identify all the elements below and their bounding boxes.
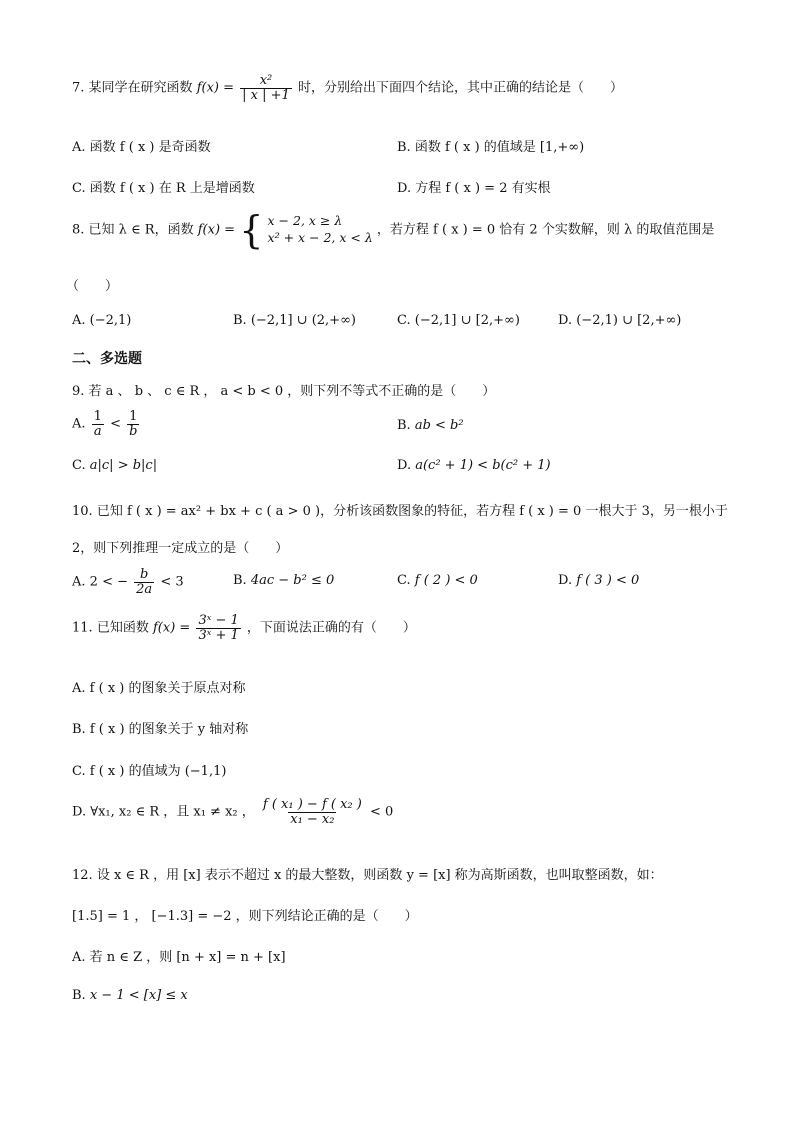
q7-option-a xyxy=(72,136,211,155)
q10-stem-line-2: 2，则下列推理一定成立的是（ ） xyxy=(72,541,289,556)
q11-opt-d-post: < 0 xyxy=(369,804,394,820)
q11-opt-c-label: C. xyxy=(72,764,86,779)
q9-stem xyxy=(72,380,495,399)
q8-func: f(x) = xyxy=(197,222,236,238)
q7-opt-d-label: D. xyxy=(397,181,412,196)
q12-option-b xyxy=(72,988,188,1003)
q7-opt-d-text: 方程 f ( x ) = 2 有实根 xyxy=(415,181,551,196)
q8-opt-d-label: D. xyxy=(558,313,573,328)
q8-option-b xyxy=(233,313,356,328)
q10-opt-a-frac xyxy=(134,568,154,596)
q11-opt-c-text: f ( x ) 的值域为 (−1,1) xyxy=(89,764,227,779)
q7-post: 时，分别给出下面四个结论，其中正确的结论是（ ） xyxy=(297,80,623,96)
q10-opt-b-label: B. xyxy=(233,573,247,588)
q7-stem xyxy=(72,74,623,102)
q11-opt-a-text: f ( x ) 的图象关于原点对称 xyxy=(89,681,246,696)
q11-option-c xyxy=(72,760,226,779)
q10-opt-a-frac-den: 2a xyxy=(136,581,153,597)
q7-opt-c-label: C. xyxy=(72,181,86,196)
q7-frac-den: | x | +1 xyxy=(242,87,290,103)
q9-option-c xyxy=(72,458,157,473)
q8-piecewise xyxy=(268,213,373,247)
q7-option-d xyxy=(397,177,551,196)
q11-pre: 已知函数 xyxy=(96,620,149,636)
q12-line-1: 设 x ∈ R ，用 [x] 表示不超过 x 的最大整数，则函数 y = [x] 称为高斯函数，也叫取整函数，如： xyxy=(96,868,663,883)
q12-option-a xyxy=(72,946,286,965)
q10-opt-a-frac-num: b xyxy=(139,567,149,582)
q10-option-d xyxy=(558,573,639,588)
q7-opt-b-text: 函数 f ( x ) 的值域是 [1,+∞) xyxy=(414,140,585,155)
q12-opt-a-text: 若 n ∈ Z ，则 [n + x] = n + [x] xyxy=(89,950,286,965)
q10-option-a xyxy=(72,568,184,596)
q8-pre: 已知 λ ∈ R，函数 xyxy=(88,222,194,238)
q9-opt-d-text: a(c² + 1) < b(c² + 1) xyxy=(415,458,551,473)
q8-option-a xyxy=(72,313,131,328)
q9-opt-a-frac-2-num: 1 xyxy=(129,409,138,424)
q12-opt-b-text: x − 1 < [x] ≤ x xyxy=(89,988,188,1003)
q8-paren: （ ） xyxy=(66,279,119,294)
q7-frac-num: x² xyxy=(259,73,273,88)
q12-number: 12. xyxy=(72,868,93,883)
q11-fraction xyxy=(196,614,240,642)
q11-opt-b-text: f ( x ) 的图象关于 y 轴对称 xyxy=(89,722,249,737)
q11-option-a xyxy=(72,677,246,696)
q7-opt-a-text: 函数 f ( x ) 是奇函数 xyxy=(89,140,211,155)
q10-stem-line-1 xyxy=(72,500,728,519)
q11-number: 11. xyxy=(72,620,93,636)
q8-opt-a-label: A. xyxy=(72,313,86,328)
q7-pre: 某同学在研究函数 xyxy=(88,80,193,96)
q12-stem-line-2: [1.5] = 1 ， [−1.3] = −2 ，则下列结论正确的是（ ） xyxy=(72,909,418,924)
q8-opt-c-text: (−2,1] ∪ [2,+∞) xyxy=(414,313,520,328)
q11-func: f(x) = xyxy=(152,620,191,636)
q11-opt-d-label: D. xyxy=(72,804,87,820)
q8-opt-b-label: B. xyxy=(233,313,247,328)
q10-opt-a-post: < 3 xyxy=(160,574,184,590)
q11-opt-d-frac xyxy=(261,798,364,826)
q10-opt-b-text: 4ac − b² ≤ 0 xyxy=(250,573,335,588)
q11-option-b xyxy=(72,718,248,737)
q7-number: 7. xyxy=(72,80,85,96)
q12-stem-line-1 xyxy=(72,864,663,883)
q11-opt-d-pre: ∀x₁, x₂ ∈ R ，且 x₁ ≠ x₂ ， xyxy=(90,804,255,820)
q11-opt-a-label: A. xyxy=(72,681,86,696)
q9-text: 若 a 、 b 、 c ∈ R ， a < b < 0 ，则下列不等式不正确的是（ ） xyxy=(88,384,496,399)
q11-opt-d-frac-den: x₁ − x₂ xyxy=(290,811,335,827)
q8-opt-d-text: (−2,1) ∪ [2,+∞) xyxy=(576,313,682,328)
q10-number: 10. xyxy=(72,504,93,519)
q9-option-a xyxy=(72,410,141,438)
q7-option-c xyxy=(72,177,255,196)
q11-frac-num: 3ˣ − 1 xyxy=(198,613,239,628)
q10-opt-d-text: f ( 3 ) < 0 xyxy=(576,573,640,588)
q10-opt-c-label: C. xyxy=(397,573,411,588)
q8-option-d xyxy=(558,313,681,328)
q9-opt-a-frac-1-den: a xyxy=(93,423,102,439)
q7-func: f(x) = xyxy=(196,80,235,96)
q9-opt-c-label: C. xyxy=(72,458,86,473)
q10-opt-a-label: A. xyxy=(72,574,86,590)
q9-option-b xyxy=(397,418,464,433)
q8-number: 8. xyxy=(72,222,85,238)
q11-frac-den: 3ˣ + 1 xyxy=(198,627,239,643)
q7-fraction xyxy=(240,74,292,102)
q7-opt-b-label: B. xyxy=(397,140,411,155)
q9-opt-a-lt: < xyxy=(110,416,121,432)
q10-option-c xyxy=(397,573,478,588)
q7-opt-c-text: 函数 f ( x ) 在 R 上是增函数 xyxy=(89,181,255,196)
q8-opt-c-label: C. xyxy=(397,313,411,328)
q10-option-b xyxy=(233,573,334,588)
q9-opt-b-label: B. xyxy=(397,418,411,433)
q8-option-c xyxy=(397,313,520,328)
q12-opt-a-label: A. xyxy=(72,950,86,965)
q11-post: ，下面说法正确的有（ ） xyxy=(246,620,416,636)
q11-opt-d-frac-num: f ( x₁ ) − f ( x₂ ) xyxy=(262,797,362,812)
q7-option-b xyxy=(397,136,584,155)
q9-opt-a-frac-1 xyxy=(92,410,104,438)
q11-option-d xyxy=(72,798,393,826)
q9-opt-b-text: ab < b² xyxy=(414,418,464,433)
q11-stem xyxy=(72,614,416,642)
q7-opt-a-label: A. xyxy=(72,140,86,155)
q9-option-d xyxy=(397,458,551,473)
q8-stem xyxy=(72,207,715,252)
q9-opt-a-frac-1-num: 1 xyxy=(93,409,102,424)
q9-opt-a-frac-2-den: b xyxy=(129,423,138,439)
q8-post: ，若方程 f ( x ) = 0 恰有 2 个实数解，则 λ 的取值范围是 xyxy=(376,222,715,238)
q9-opt-d-label: D. xyxy=(397,458,412,473)
q8-opt-b-text: (−2,1] ∪ (2,+∞) xyxy=(250,313,356,328)
q9-opt-c-text: a|c| > b|c| xyxy=(89,458,158,473)
q10-opt-c-text: f ( 2 ) < 0 xyxy=(414,573,478,588)
q8-piece-1: x − 2, x ≥ λ xyxy=(267,213,343,228)
q8-brace: { xyxy=(239,207,264,252)
q11-opt-b-label: B. xyxy=(72,722,86,737)
q12-opt-b-label: B. xyxy=(72,988,86,1003)
q10-opt-d-label: D. xyxy=(558,573,573,588)
q9-number: 9. xyxy=(72,384,85,399)
q9-opt-a-frac-2 xyxy=(127,410,139,438)
section-title-multiple-choice: 二、多选题 xyxy=(72,351,142,367)
q8-piece-2: x² + x − 2, x < λ xyxy=(267,229,373,245)
q9-opt-a-label: A. xyxy=(72,416,86,432)
q8-opt-a-text: (−2,1) xyxy=(89,313,132,328)
q10-opt-a-pre: 2 < − xyxy=(89,574,128,590)
q10-line-1: 已知 f ( x ) = ax² + bx + c ( a > 0 )，分析该函数图象的特征，若方程 f ( x ) = 0 一根大于 3，另一根小于 xyxy=(96,504,728,519)
